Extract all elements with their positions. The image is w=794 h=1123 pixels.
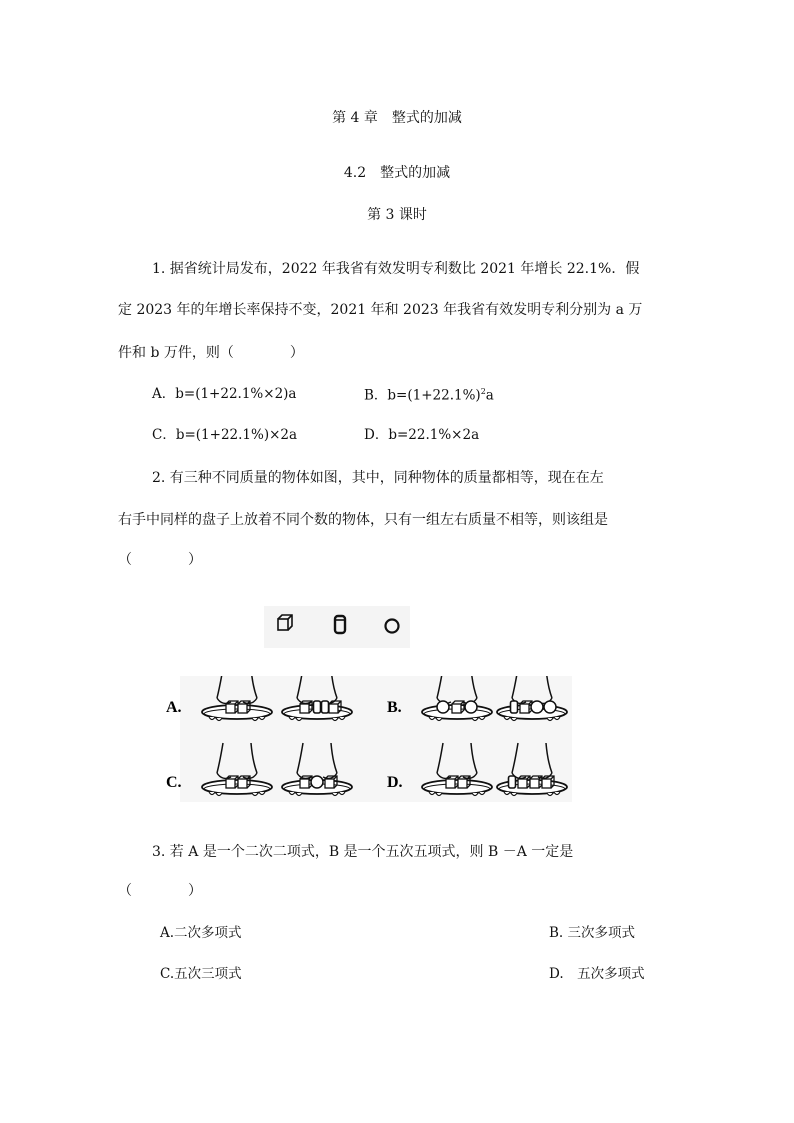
q1-line-1: 1. 据省统计局发布，2022 年我省有效发明专利数比 2021 年增长 22.1%．假 bbox=[152, 261, 640, 277]
balance-figure bbox=[162, 676, 572, 802]
figure-label-d: D. bbox=[387, 774, 403, 791]
figure-label-c: C. bbox=[166, 774, 182, 791]
q1-line-2: 定 2023 年的年增长率保持不变，2021 年和 2023 年我省有效发明专利分别为 a 万 bbox=[118, 302, 643, 318]
q1-option-c[interactable]: C．b=(1+22.1%)×2a bbox=[152, 427, 298, 443]
q2-line-2: 右手中同样的盘子上放着不同个数的物体，只有一组左右质量不相等，则该组是 bbox=[118, 512, 608, 528]
q1-option-b-base: B．b=(1+22.1%) bbox=[364, 387, 481, 404]
q1-option-a[interactable]: A．b=(1+22.1%×2)a bbox=[152, 386, 297, 402]
figure-label-a: A. bbox=[166, 699, 182, 716]
q3-option-a[interactable]: A.二次多项式 bbox=[160, 925, 242, 941]
q3-line-2: （ ） bbox=[118, 883, 202, 899]
q2-line-1: 2. 有三种不同质量的物体如图，其中，同种物体的质量都相等，现在在左 bbox=[152, 470, 604, 486]
figure-label-b: B. bbox=[387, 699, 402, 716]
q3-option-c[interactable]: C.五次三项式 bbox=[160, 966, 242, 982]
section-title: 4.2 整式的加减 bbox=[343, 165, 451, 181]
q3-option-b[interactable]: B. 三次多项式 bbox=[549, 925, 636, 941]
q1-option-b-exponent: 2 bbox=[480, 387, 486, 396]
q2-line-3: （ ） bbox=[118, 552, 202, 568]
q1-option-d[interactable]: D．b=22.1%×2a bbox=[364, 427, 480, 443]
q1-line-3: 件和 b 万件，则（ ） bbox=[118, 345, 304, 361]
chapter-title: 第 4 章 整式的加减 bbox=[332, 110, 462, 126]
q1-option-b-tail: a bbox=[485, 387, 494, 404]
lesson-title: 第 3 课时 bbox=[367, 207, 427, 223]
objects-legend bbox=[264, 606, 410, 648]
q1-option-b[interactable] bbox=[364, 388, 494, 403]
q3-option-d[interactable]: D. 五次多项式 bbox=[549, 966, 645, 982]
q3-line-1: 3. 若 A 是一个二次二项式，B 是一个五次五项式，则 B －A 一定是 bbox=[152, 844, 574, 860]
